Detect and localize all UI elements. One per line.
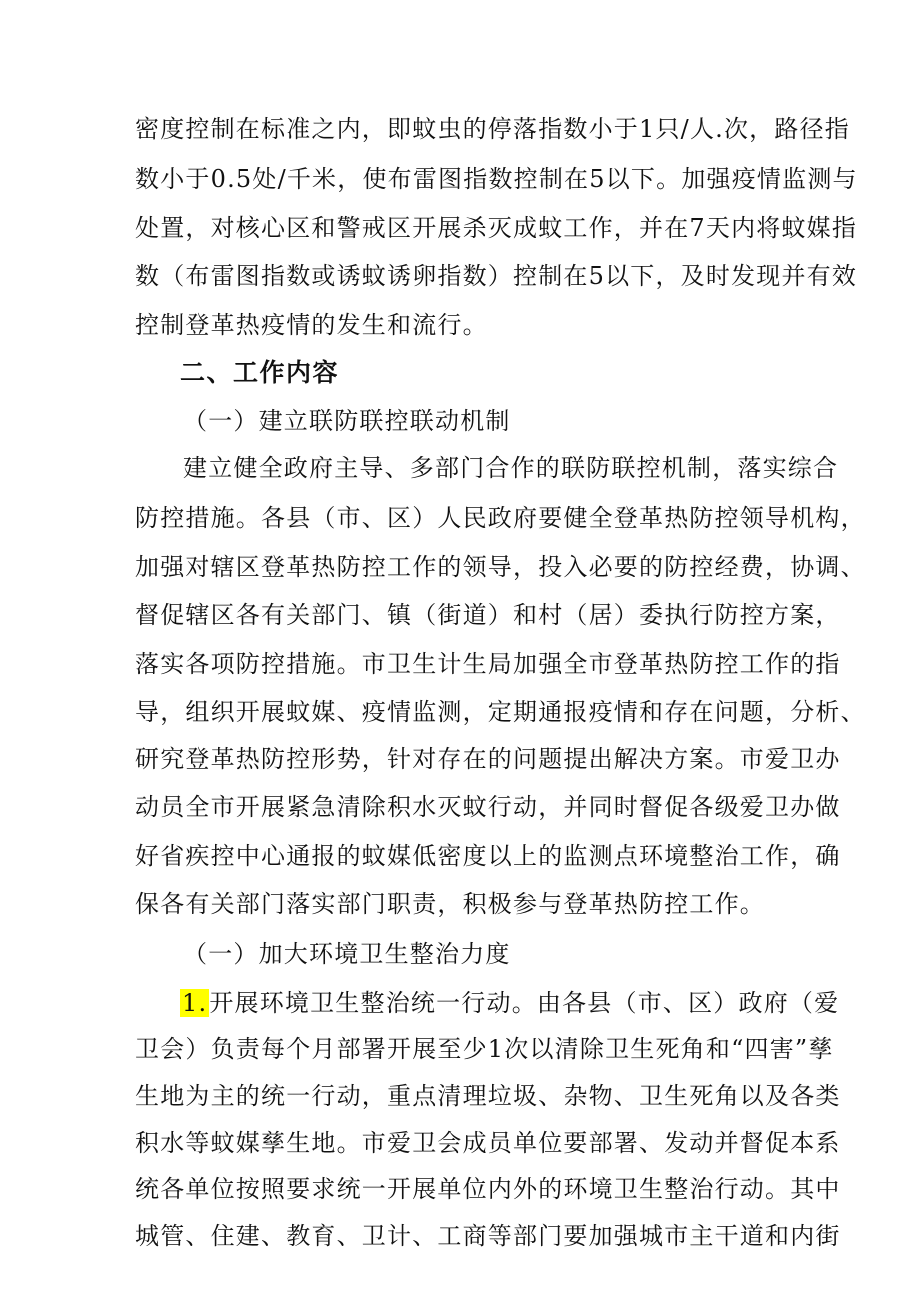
body-text-line: 保各有关部门落实部门职责，积极参与登革热防控工作。 xyxy=(135,890,765,918)
body-text-line: 统各单位按照要求统一开展单位内外的环境卫生整治行动。其中 xyxy=(135,1175,841,1203)
body-text-line: 加强对辖区登革热防控工作的领导，投入必要的防控经费，协调、 xyxy=(135,553,866,581)
body-text-line: 数（布雷图指数或诱蚊诱卵指数）控制在5以下，及时发现并有效 xyxy=(135,262,858,290)
body-text-line: 密度控制在标准之内，即蚊虫的停落指数小于1只/人.次，路径指 xyxy=(135,115,850,143)
body-text-line: 动员全市开展紧急清除积水灭蚊行动，并同时督促各级爱卫办做 xyxy=(135,793,841,821)
numbered-item-line xyxy=(180,987,839,1019)
body-text-line: 建立健全政府主导、多部门合作的联防联控机制，落实综合 xyxy=(183,454,839,482)
body-text-line: 导，组织开展蚊媒、疫情监测，定期通报疫情和存在问题，分析、 xyxy=(135,698,866,726)
body-text-line: 积水等蚊媒孳生地。市爱卫会成员单位要部署、发动并督促本系 xyxy=(135,1129,841,1157)
body-text-line: 好省疾控中心通报的蚊媒低密度以上的监测点环境整治工作，确 xyxy=(135,842,841,870)
body-text-line: 落实各项防控措施。市卫生计生局加强全市登革热防控工作的指 xyxy=(135,650,841,678)
body-text-line: 防控措施。各县（市、区）人民政府要健全登革热防控领导机构， xyxy=(135,504,866,532)
body-text-line: 督促辖区各有关部门、镇（街道）和村（居）委执行防控方案， xyxy=(135,601,841,629)
body-text-line: 控制登革热疫情的发生和流行。 xyxy=(135,311,488,339)
body-text-line: 卫会）负责每个月部署开展至少1次以清除卫生死角和“四害”孳 xyxy=(135,1035,834,1063)
body-text-line: 研究登革热防控形势，针对存在的问题提出解决方案。市爱卫办 xyxy=(135,745,841,773)
body-text-line: 处置，对核心区和警戒区开展杀灭成蚊工作，并在7天内将蚊媒指 xyxy=(135,214,858,242)
highlighted-item-number: 1. xyxy=(182,989,208,1017)
body-text-line: 城管、住建、教育、卫计、工商等部门要加强城市主干道和内街 xyxy=(135,1222,841,1250)
item-text: 开展环境卫生整治统一行动。由各县（市、区）政府（爱 xyxy=(209,989,840,1017)
subsection-heading: （一）建立联防联控联动机制 xyxy=(183,407,511,435)
body-text-line: 数小于0.5处/千米，使布雷图指数控制在5以下。加强疫情监测与 xyxy=(135,165,858,193)
subsection-heading: （一）加大环境卫生整治力度 xyxy=(183,940,511,968)
body-text-line: 生地为主的统一行动，重点清理垃圾、杂物、卫生死角以及各类 xyxy=(135,1082,841,1110)
section-heading: 二、工作内容 xyxy=(180,358,340,387)
